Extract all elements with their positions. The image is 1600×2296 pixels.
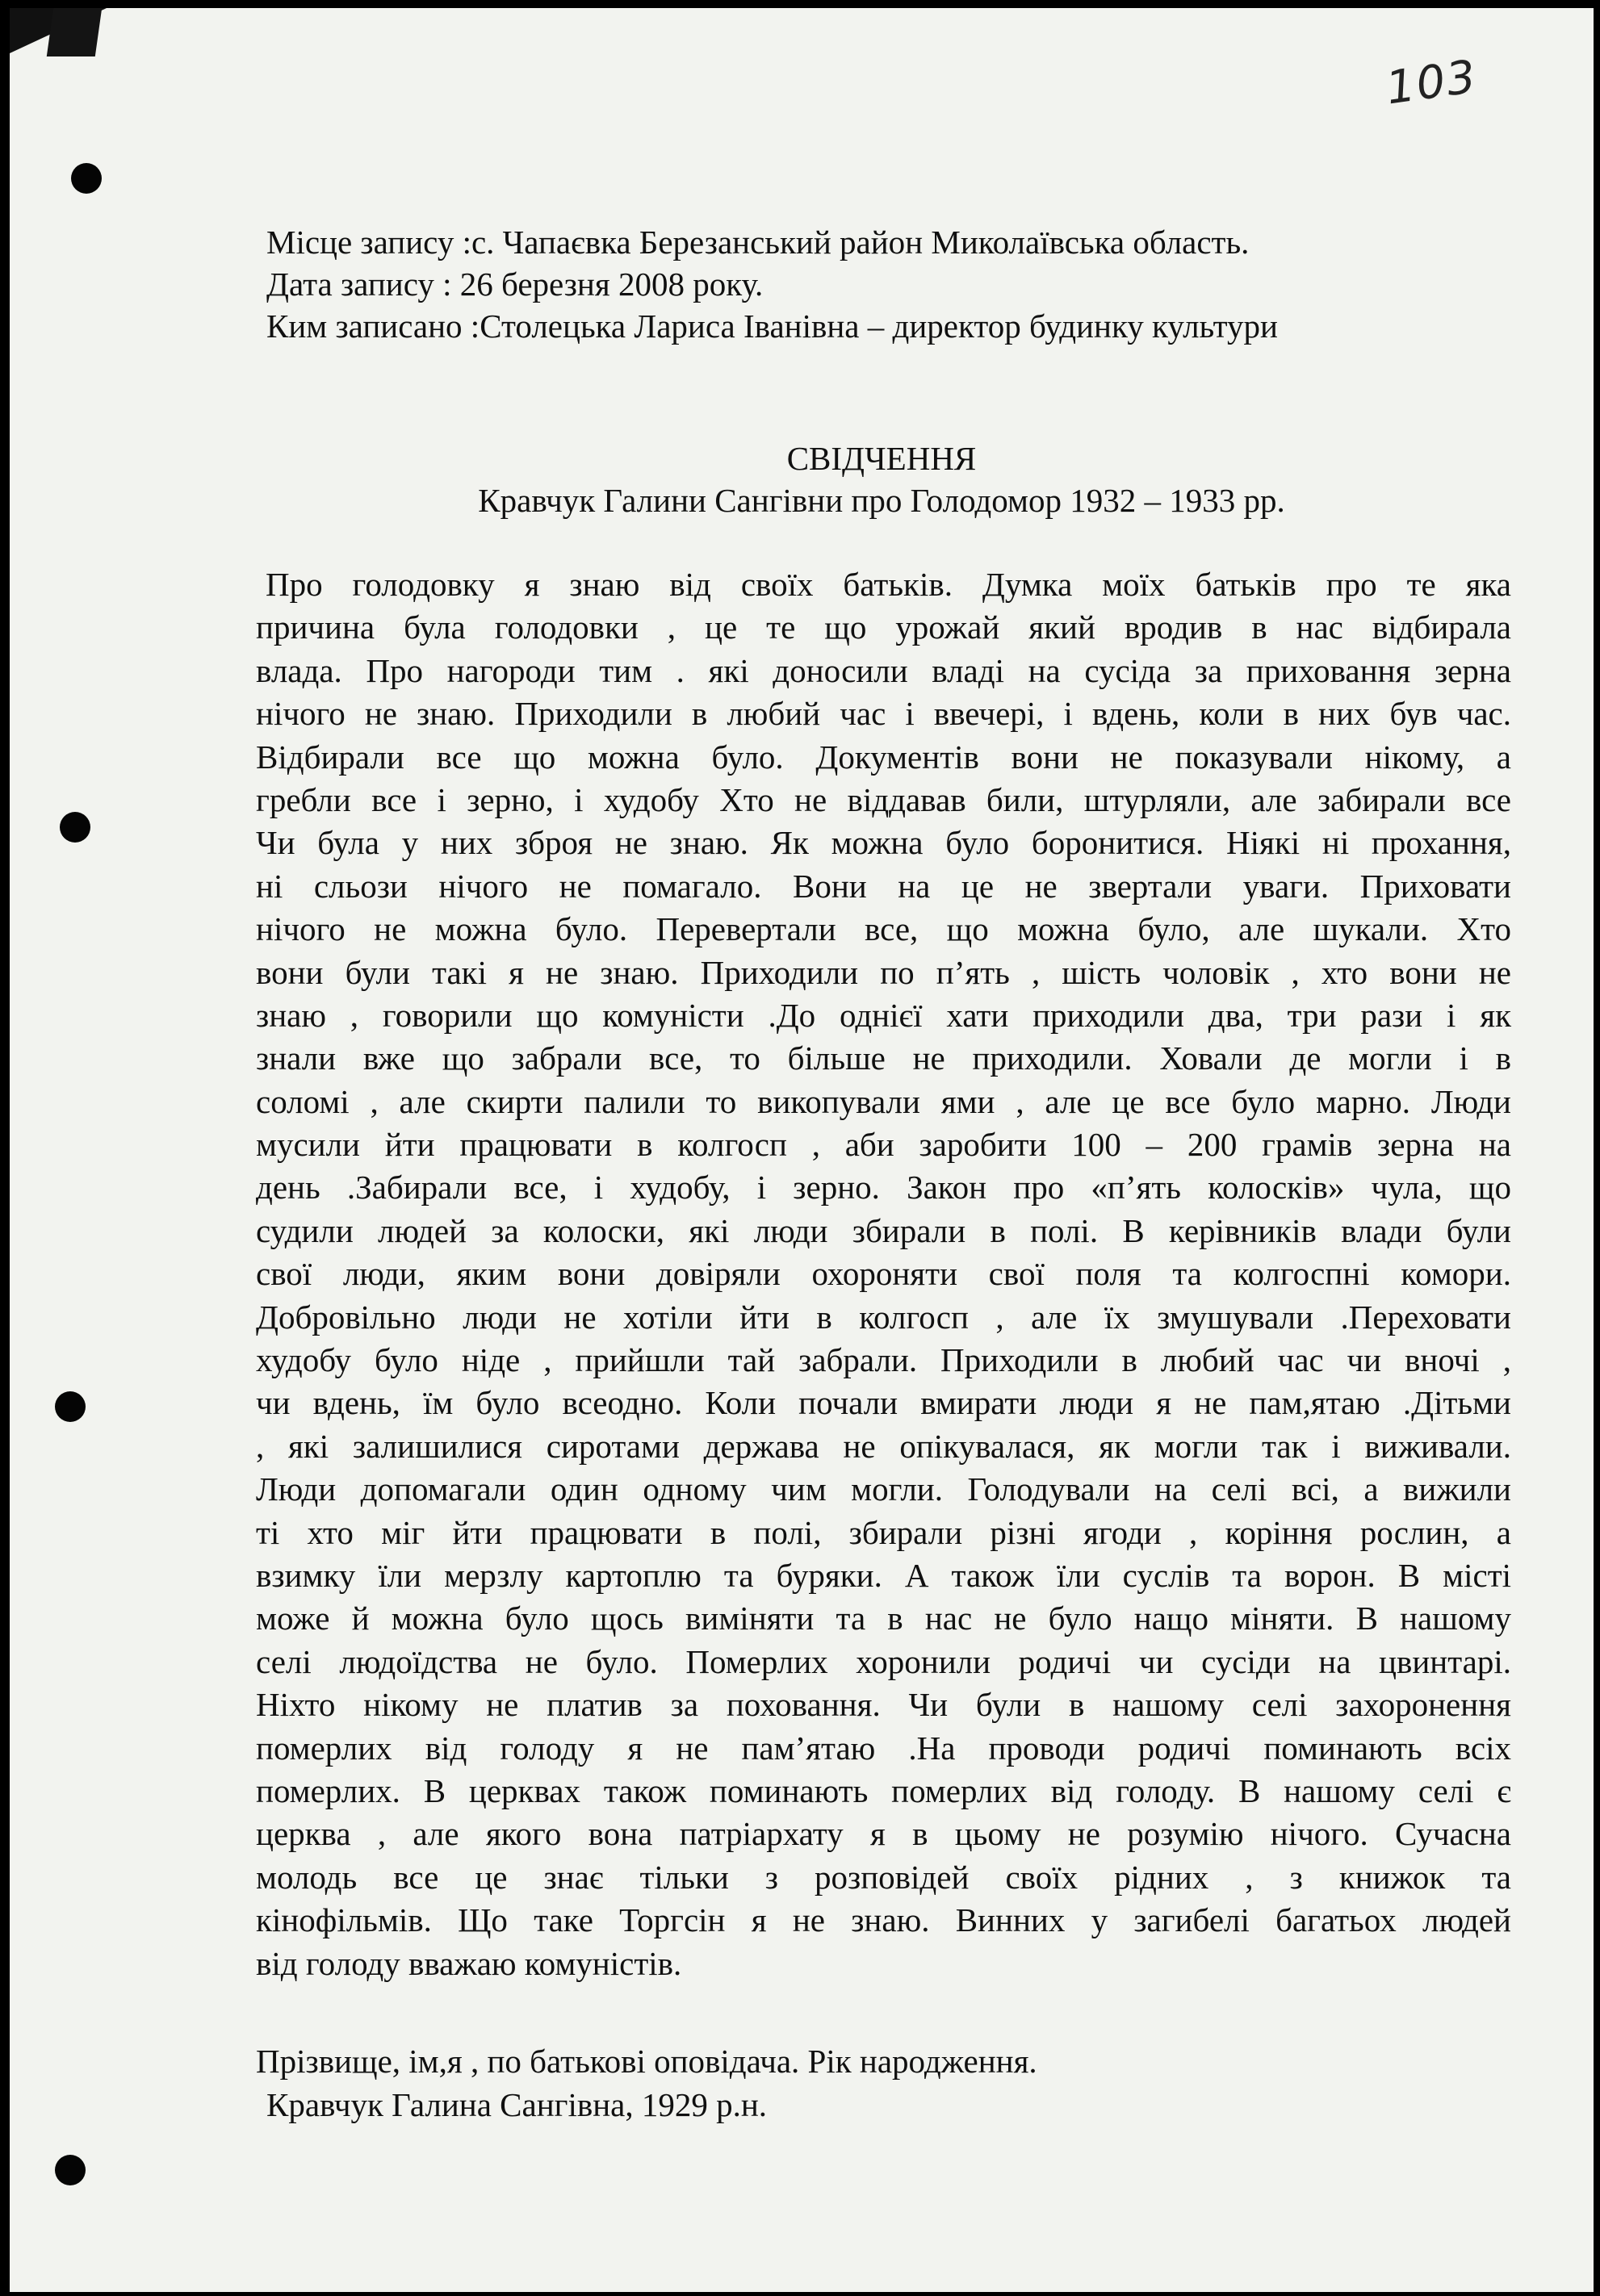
record-place: Місце запису :с. Чапаєвка Березанський район Миколаївська область. bbox=[266, 224, 1250, 261]
testimony-line: мусили йти працювати в колгосп , аби заробити 100 – 200 грамів зерна на bbox=[256, 1126, 1511, 1164]
testimony-line: Чи була у них зброя не знаю. Як можна було боронитися. Ніякі ні прохання, bbox=[256, 824, 1511, 862]
testimony-line: знаю , говорили що комуністи .До однієї хати приходили два, три рази і як bbox=[256, 996, 1511, 1034]
testimony-line: ті хто міг йти працювати в полі, збирали різні ягоди , коріння рослин, а bbox=[256, 1513, 1511, 1551]
testimony-line: від голоду вважаю комуністів. bbox=[256, 1944, 682, 1982]
testimony-line: гребли все і зерно, і худобу Хто не віддавав били, штурляли, але забирали все bbox=[256, 780, 1511, 818]
testimony-line: церква , але якого вона патріархату я в цьому не розумію нічого. Сучасна bbox=[256, 1815, 1511, 1853]
punch-hole-4 bbox=[55, 2155, 86, 2185]
testimony-line: взимку їли мерзлу картоплю та буряки. А також їли суслів та ворон. В місті bbox=[256, 1556, 1511, 1594]
punch-hole-2 bbox=[60, 812, 90, 843]
testimony-line: кінофільмів. Що таке Торгсін я не знаю. Винних у загибелі багатьох людей bbox=[256, 1901, 1511, 1939]
testimony-line: Ніхто нікому не платив за поховання. Чи були в нашому селі захоронення bbox=[256, 1686, 1511, 1724]
testimony-line: судили людей за колоски, які люди збирали в полі. В керівників влади були bbox=[256, 1211, 1511, 1249]
testimony-line: , які залишилися сиротами держава не опікувалася, як могли так і виживали. bbox=[256, 1427, 1511, 1465]
testimony-line: може й можна було щось виміняти та в нас не було нащо міняти. В нашому bbox=[256, 1600, 1511, 1637]
narrator-label: Прізвище, ім,я , по батькові оповідача. Рік народження. bbox=[256, 2043, 1037, 2080]
testimony-line: нічого не можна було. Перевертали все, що можна було, але шукали. Хто bbox=[256, 910, 1511, 948]
testimony-line: влада. Про нагороди тим . які доносили владі на сусіда за приховання зерна bbox=[256, 651, 1511, 689]
testimony-line: свої люди, яким вони довіряли охороняти свої поля та колгоспні комори. bbox=[256, 1255, 1511, 1293]
document-title: СВІДЧЕННЯ bbox=[786, 440, 977, 477]
handwritten-page-number: 103 bbox=[1383, 50, 1481, 115]
testimony-line: худобу було ніде , прийшли тай забрали. Приходили в любий час чи вночі , bbox=[256, 1341, 1511, 1379]
testimony-line: чи вдень, їм було всеодно. Коли почали вмирати люди я не пам,ятаю .Дітьми bbox=[256, 1384, 1511, 1422]
testimony-line: померлих. В церквах також поминають померлих від голоду. В нашому селі є bbox=[256, 1771, 1511, 1809]
corner-mark-tab bbox=[47, 8, 102, 56]
document-page bbox=[10, 8, 1594, 2292]
testimony-line: знали вже що забрали все, то більше не приходили. Ховали де могли і в bbox=[256, 1039, 1511, 1077]
testimony-line: Відбирали все що можна було. Документів вони не показували нікому, а bbox=[256, 738, 1511, 776]
testimony-line: селі людоїдства не було. Померлих хоронили родичі чи сусіди на цвинтарі. bbox=[256, 1642, 1511, 1680]
document-subtitle: Кравчук Галини Сангівни про Голодомор 1932 – 1933 рр. bbox=[478, 482, 1285, 519]
testimony-line: Люди допомагали один одному чим могли. Голодували на селі всі, а вижили bbox=[256, 1470, 1511, 1508]
testimony-line: ні сльози нічого не помагало. Вони на це не звертали уваги. Приховати bbox=[256, 867, 1511, 905]
testimony-body bbox=[256, 563, 1511, 1985]
recorded-by: Ким записано :Столецька Лариса Іванівна – директор будинку культури bbox=[266, 307, 1278, 345]
testimony-line: Про голодовку я знаю від своїх батьків. Думка моїх батьків про те яка bbox=[266, 566, 1511, 603]
testimony-line: день .Забирали все, і худобу, і зерно. Закон про «п’ять колосків» чула, що bbox=[256, 1169, 1511, 1207]
testimony-line: причина була голодовки , це те що урожай який вродив в нас відбирала bbox=[256, 609, 1511, 646]
testimony-line: нічого не знаю. Приходили в любий час і ввечері, і вдень, коли в них був час. bbox=[256, 695, 1511, 733]
punch-hole-1 bbox=[71, 163, 102, 194]
record-date: Дата запису : 26 березня 2008 року. bbox=[266, 266, 764, 303]
testimony-line: молодь все це знає тільки з розповідей своїх рідних , з книжок та bbox=[256, 1858, 1511, 1896]
punch-hole-3 bbox=[55, 1391, 86, 1422]
narrator-name: Кравчук Галина Сангівна, 1929 р.н. bbox=[266, 2086, 768, 2123]
testimony-line: соломі , але скирти палили то викопували ями , але це все було марно. Люди bbox=[256, 1082, 1511, 1120]
testimony-line: вони були такі я не знаю. Приходили по п’ять , шість чоловік , хто вони не bbox=[256, 953, 1511, 991]
testimony-line: Добровільно люди не хотіли йти в колгосп , але їх змушували .Переховати bbox=[256, 1298, 1511, 1336]
testimony-line: померлих від голоду я не пам’ятаю .На проводи родичі поминають всіх bbox=[256, 1729, 1511, 1767]
